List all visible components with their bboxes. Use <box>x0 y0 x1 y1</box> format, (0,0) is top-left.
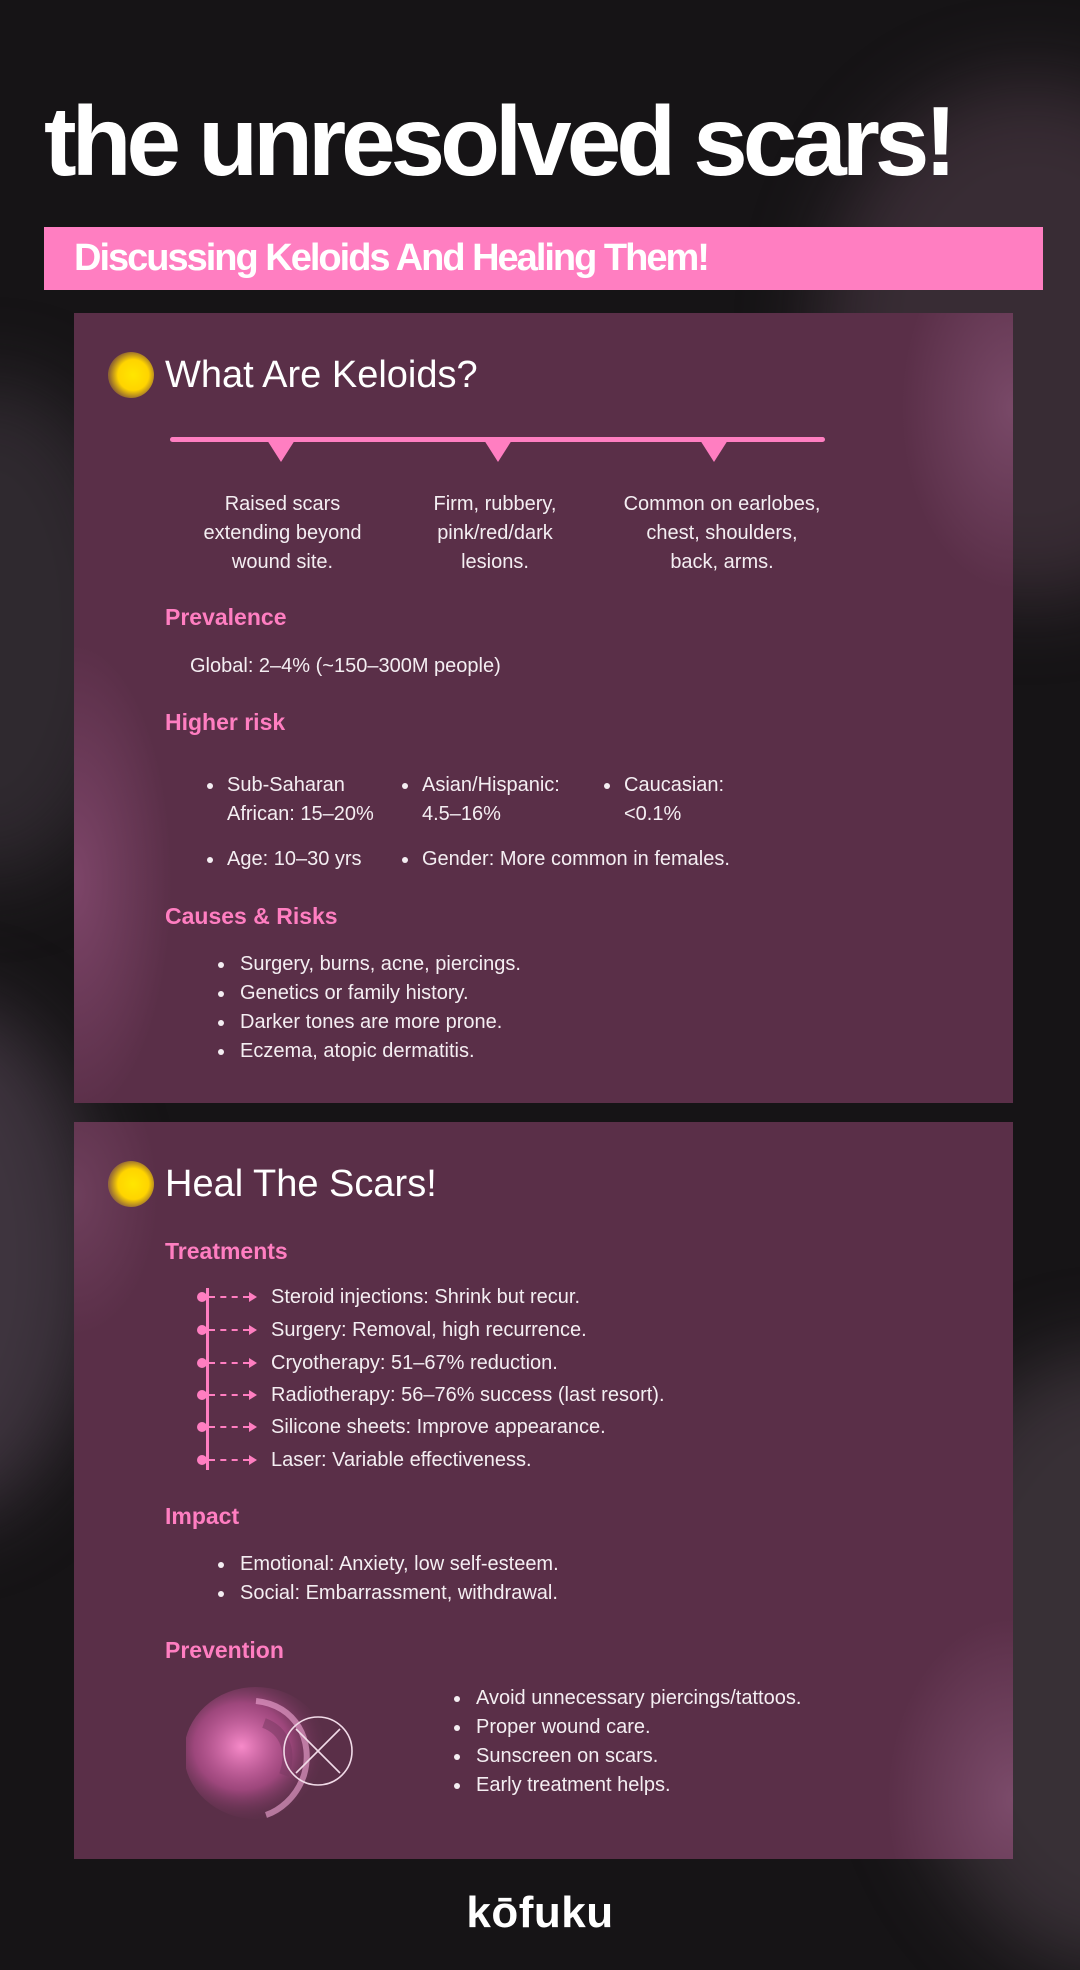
arrow-right-icon <box>249 1422 257 1432</box>
dashed-connector <box>209 1459 249 1461</box>
arrow-right-icon <box>249 1358 257 1368</box>
arrow-right-icon <box>249 1292 257 1302</box>
ear-illustration <box>186 1683 362 1823</box>
treatment-text: Steroid injections: Shrink but recur. <box>271 1285 581 1308</box>
keloids-card-title: What Are Keloids? <box>165 354 478 396</box>
risk-item: Sub-Saharan African: 15–20% <box>205 771 374 829</box>
impact-heading: Impact <box>165 1503 240 1529</box>
list-item: Sunscreen on scars. <box>452 1742 801 1771</box>
list-item: Surgery, burns, acne, piercings. <box>216 950 521 979</box>
arrow-right-icon <box>249 1390 257 1400</box>
yellow-dot-icon <box>108 1161 154 1207</box>
risk-item: Gender: More common in females. <box>400 845 730 874</box>
treatment-row <box>200 1314 587 1346</box>
timeline-node <box>197 1390 207 1400</box>
list-item: Eczema, atopic dermatitis. <box>216 1037 521 1066</box>
dashed-connector <box>209 1329 249 1331</box>
dashed-connector <box>209 1362 249 1364</box>
fact-text: Raised scars extending beyond wound site. <box>203 493 362 573</box>
dashed-connector <box>209 1296 249 1298</box>
keloids-card <box>74 313 1013 1103</box>
list-item: Genetics or family history. <box>216 979 521 1008</box>
risk-item: Asian/Hispanic: 4.5–16% <box>400 771 560 829</box>
list-item: Early treatment helps. <box>452 1771 801 1800</box>
list-item: Darker tones are more prone. <box>216 1008 521 1037</box>
dashed-connector <box>209 1394 249 1396</box>
treatment-row <box>200 1347 558 1379</box>
treatment-text: Surgery: Removal, high recurrence. <box>271 1318 587 1341</box>
dashed-connector <box>209 1426 249 1428</box>
timeline-marker <box>267 440 295 462</box>
causes-heading: Causes & Risks <box>165 903 338 929</box>
list-item: Emotional: Anxiety, low self-esteem. <box>216 1550 559 1579</box>
list-item: Avoid unnecessary piercings/tattoos. <box>452 1684 801 1713</box>
timeline-node <box>197 1325 207 1335</box>
arrow-right-icon <box>249 1325 257 1335</box>
prevention-heading: Prevention <box>165 1637 284 1663</box>
causes-list <box>216 950 521 1066</box>
treatments-heading: Treatments <box>165 1238 288 1264</box>
list-item: Proper wound care. <box>452 1713 801 1742</box>
fact-text: Firm, rubbery, pink/red/dark lesions. <box>433 493 557 573</box>
heal-card-title: Heal The Scars! <box>165 1163 437 1205</box>
prevalence-text: Global: 2–4% (~150–300M people) <box>190 655 501 677</box>
treatment-text: Laser: Variable effectiveness. <box>271 1448 532 1471</box>
page-title: the unresolved scars! <box>44 86 953 196</box>
timeline-marker <box>700 440 728 462</box>
treatment-row <box>200 1411 606 1443</box>
timeline-node <box>197 1358 207 1368</box>
treatment-text: Silicone sheets: Improve appearance. <box>271 1415 606 1438</box>
higher-risk-heading: Higher risk <box>165 709 286 735</box>
prevalence-heading: Prevalence <box>165 604 287 630</box>
risk-item: Caucasian: <0.1% <box>602 771 724 829</box>
treatment-text: Cryotherapy: 51–67% reduction. <box>271 1351 558 1374</box>
treatment-row <box>200 1281 580 1313</box>
brand-logo: kōfuku <box>466 1888 614 1937</box>
treatment-row <box>200 1379 665 1411</box>
arrow-right-icon <box>249 1455 257 1465</box>
subtitle-banner <box>44 227 1043 290</box>
yellow-dot-icon <box>108 352 154 398</box>
risk-item: Age: 10–30 yrs <box>205 845 362 874</box>
impact-list <box>216 1550 559 1608</box>
timeline-marker <box>484 440 512 462</box>
fact-text: Common on earlobes, chest, shoulders, back, arms. <box>623 493 821 573</box>
treatment-row <box>200 1444 532 1476</box>
timeline-node <box>197 1455 207 1465</box>
list-item: Social: Embarrassment, withdrawal. <box>216 1579 559 1608</box>
timeline-node <box>197 1422 207 1432</box>
subtitle-text: Discussing Keloids And Healing Them! <box>74 237 708 279</box>
treatment-text: Radiotherapy: 56–76% success (last resort). <box>271 1383 665 1406</box>
prevention-list <box>452 1684 801 1800</box>
timeline-node <box>197 1292 207 1302</box>
